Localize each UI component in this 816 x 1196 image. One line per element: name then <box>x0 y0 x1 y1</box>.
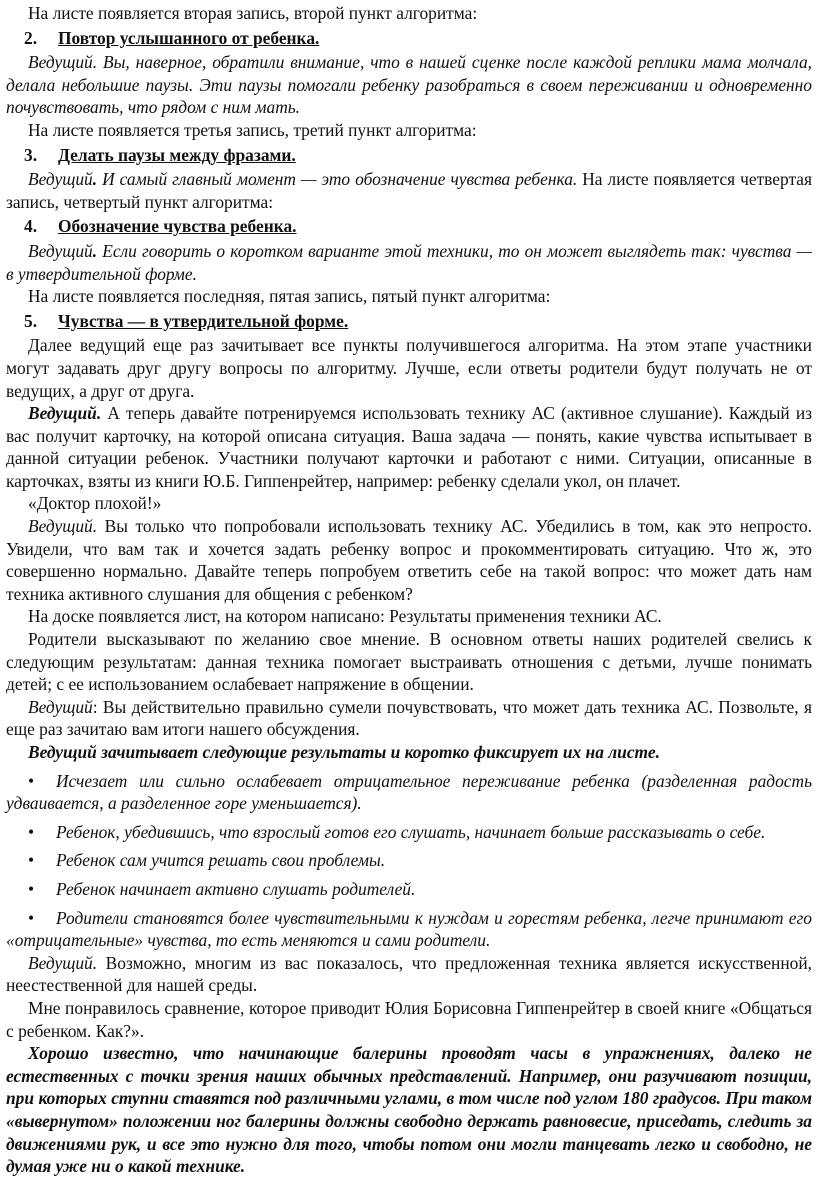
paragraph-artificial-technique: Ведущий. Возможно, многим из вас показалось, что предложенная техника является искусственной, неестественной для нашей среды. <box>6 952 812 996</box>
bullet-icon: • <box>27 878 35 899</box>
bullet-icon: • <box>27 850 35 871</box>
speaker-label: Ведущий. <box>28 403 102 424</box>
paragraph-results-heading: Ведущий зачитывает следующие результаты и коротко фиксирует их на листе. <box>28 742 660 762</box>
algorithm-step-5 <box>6 310 812 333</box>
paragraph-practice: Ведущий. А теперь давайте потренируемся использовать технику АС (активное слушание). Каждый из вас получит карточку, на которой описана ситуация. Ваша задача — понять, какие чувства испытывает в данной ситуации ребенок. Участники получают карточки и работают с ними. Ситуации, описанные в карточках, взяты из книги Ю.Б. Гиппенрейтер, например: ребенку сделали укол, он плачет. <box>6 403 812 491</box>
algorithm-step-4 <box>6 215 812 238</box>
paragraph-board-sheet: На доске появляется лист, на котором написано: Результаты применения техники АС. <box>28 606 662 627</box>
paragraph-gippenreiter-comparison: Мне понравилось сравнение, которое приводит Юлия Борисовна Гиппенрейтер в своей книге «Общаться с ребенком. Как?». <box>6 997 812 1041</box>
speaker-label: Ведущий. <box>28 952 98 973</box>
paragraph-main-moment: Ведущий. И самый главный момент — это обозначение чувства ребенка. На листе появляется четвертая запись, четвертый пункт алгоритма: <box>6 169 812 212</box>
step-title: Чувства — в утвердительной форме. <box>58 310 349 331</box>
bullet-icon: • <box>27 907 35 928</box>
list-item: • Ребенок, убедившись, что взрослый готов его слушать, начинает больше рассказывать о себе. <box>6 821 812 844</box>
list-item: • Родители становятся более чувствительными к нуждам и горестям ребенка, легче принимают его «отрицательные» чувства, то есть меняются и сами родители. <box>6 907 812 951</box>
paragraph-second-entry: На листе появляется вторая запись, второй пункт алгоритма: <box>28 3 478 23</box>
algorithm-step-2 <box>6 27 812 50</box>
list-item: • Ребенок сам учится решать свои проблемы. <box>6 849 812 872</box>
list-item: • Исчезает или сильно ослабевает отрицательное переживание ребенка (разделенная радость удваивается, а разделенное горе уменьшается). <box>6 770 812 814</box>
speaker-label: Ведущий <box>28 240 93 261</box>
paragraph-tried-technique: Ведущий. Вы только что попробовали использовать технику АС. Убедились в том, как это непросто. Увидели, что вам так и хочется задать ребенку вопрос и прокомментировать ситуацию. Что ж, это совершенно нормально. Давайте теперь попробуем ответить себе на такой вопрос: что может дать нам техника активного слушания для общения с ребенком? <box>6 516 812 604</box>
paragraph-quote-doctor: «Доктор плохой!» <box>28 493 162 514</box>
step-title: Делать паузы между фразами. <box>58 144 296 165</box>
step-number: 5. <box>24 310 38 331</box>
speaker-label: Ведущий. <box>28 516 98 537</box>
paragraph-algorithm-review: Далее ведущий еще раз зачитывает все пункты получившегося алгоритма. На этом этапе участники могут задавать друг другу вопросы по алгоритму. Лучше, если ответы родители будут получать не от ведущих, а друг от друга. <box>6 335 812 401</box>
step-title: Обозначение чувства ребенка. <box>58 216 297 237</box>
list-item: • Ребенок начинает активно слушать родителей. <box>6 878 812 901</box>
paragraph-host-summary: Ведущий: Вы действительно правильно сумели почувствовать, что может дать техника АС. Позвольте, я еще раз зачитаю вам итоги нашего обсуждения. <box>6 696 812 740</box>
step-number: 2. <box>24 27 38 48</box>
algorithm-step-3 <box>6 144 812 167</box>
paragraph-third-entry: На листе появляется третья запись, третий пункт алгоритма: <box>28 119 477 140</box>
paragraph-short-variant: Ведущий. Если говорить о коротком варианте этой техники, то он может выглядеть так: чувства — в утвердительной форме. <box>6 240 812 284</box>
speaker-label: Ведущий <box>28 696 93 717</box>
bullet-icon: • <box>27 770 35 791</box>
step-number: 3. <box>24 144 38 165</box>
step-title: Повтор услышанного от ребенка. <box>58 27 320 48</box>
speaker-label: Ведущий <box>28 169 93 190</box>
paragraph-ballerina-quote: Хорошо известно, что начинающие балерины проводят часы в упражнениях, далеко не естественных с точки зрения наших обычных представлений. Например, они разучивают позиции, при которых ступни ставятся под различными углами, в том числе под углом 180 градусов. При таком «вывернутом» положении ног балерины должны свободно держать равновесие, приседать, следить за движениями рук, и все это нужно для того, чтобы потом они могли танцевать легко и свободно, не думая уже ни о какой технике. <box>6 1043 812 1177</box>
paragraph-host-pauses: Ведущий. Вы, наверное, обратили внимание, что в нашей сценке после каждой реплики мама молчала, делала небольшие паузы. Эти паузы помогали ребенку разобраться в своем переживании и одновременно почувствовать, что рядом с ним мать. <box>6 52 812 118</box>
paragraph-fifth-entry: На листе появляется последняя, пятая запись, пятый пункт алгоритма: <box>28 286 551 307</box>
speaker-label: Ведущий. <box>28 52 98 73</box>
bullet-icon: • <box>27 821 35 842</box>
step-number: 4. <box>24 216 38 237</box>
paragraph-parents-opinion: Родители высказывают по желанию свое мнение. В основном ответы наших родителей свелись к следующим результатам: данная техника помогает выстраивать отношения с детьми, лучше понимать детей; с ее использованием ослабевает напряжение в общении. <box>6 629 812 695</box>
